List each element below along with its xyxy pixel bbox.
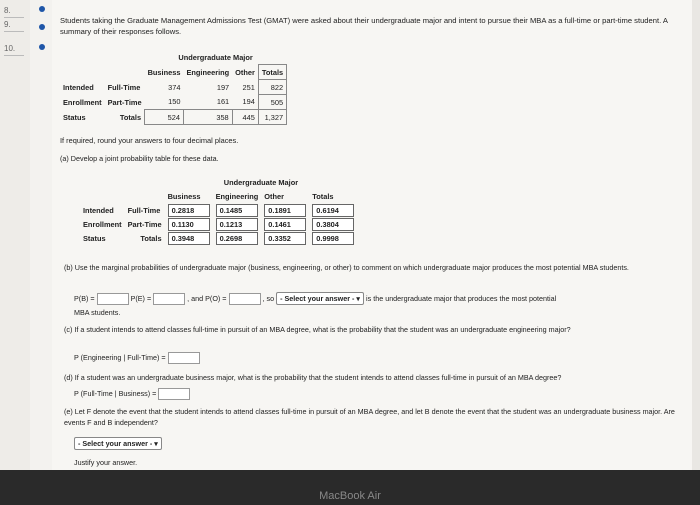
part-d-answer-row [74, 388, 190, 400]
joint-prob-input[interactable]: 0.9998 [312, 232, 354, 245]
table2-row-label: Full-Time [127, 205, 161, 215]
table1-cell: 161 [216, 97, 230, 107]
progress-dots [30, 0, 52, 470]
pd-input[interactable] [158, 388, 190, 400]
table1-cell: 445 [232, 110, 258, 125]
chevron-down-icon: ▾ [154, 439, 158, 448]
pe-input[interactable] [153, 293, 185, 305]
progress-dot-icon [39, 6, 45, 12]
progress-dot-icon [39, 44, 45, 50]
table2-col-header: Engineering [215, 191, 259, 201]
part-c-prompt: (c) If a student intends to attend classes full-time in pursuit of an MBA degree, what is the probability that the student was an undergraduate engineering major? [64, 325, 571, 334]
pc-input[interactable] [168, 352, 200, 364]
table1-cell: 524 [145, 110, 184, 125]
table2-col-header: Other [264, 191, 285, 201]
independence-select-value: - Select your answer - [78, 439, 153, 448]
pc-label: P (Engineering | Full-Time) = [74, 353, 166, 362]
part-b-answer-row [74, 292, 684, 305]
joint-prob-input[interactable]: 0.1213 [216, 218, 258, 231]
table1-group-header: Undergraduate Major [178, 52, 253, 62]
table2-row-label: Totals [140, 233, 162, 243]
part-b-prompt: (b) Use the marginal probabilities of undergraduate major (business, engineering, or other) to comment on which undergraduate major produces the most potential MBA students. [64, 263, 629, 272]
joint-prob-input[interactable]: 0.3948 [168, 232, 210, 245]
joint-prob-input[interactable]: 0.6194 [312, 204, 354, 217]
table1-cell: 251 [242, 82, 255, 92]
table2-col-header: Business [167, 191, 201, 201]
table1-row-label: Part-Time [107, 97, 142, 107]
joint-prob-input[interactable]: 0.1130 [168, 218, 210, 231]
chevron-down-icon: ▾ [356, 294, 361, 303]
question-intro: Students taking the Graduate Management Admissions Test (GMAT) were asked about their undergraduate major and intent to pursue their MBA as a full-time or part-time student. A summary of their responses follows. [60, 16, 668, 36]
part-e-prompt: (e) Let F denote the event that the student intends to attend classes full-time in pursuit of an MBA degree, and let B denote the event that the student was an undergraduate business major. Are events F and B independent? [64, 407, 675, 427]
table2-group-header: Undergraduate Major [223, 177, 299, 187]
joint-prob-input[interactable]: 0.2698 [216, 232, 258, 245]
table2-row-group-label: Intended [83, 205, 114, 215]
table2-row-group-label: Status [83, 233, 106, 243]
table1-row-label: Totals [119, 112, 142, 122]
contingency-table [60, 50, 287, 125]
part-e-select-row [74, 437, 162, 450]
part-b-tail: is the undergraduate major that produces the most potential [366, 294, 557, 303]
major-select-value: - Select your answer - [280, 294, 355, 303]
question-nav-rail [0, 0, 31, 470]
table1-row-group-label: Status [63, 112, 86, 122]
table1-cell: 197 [216, 82, 230, 92]
question-number-8[interactable]: 8. [4, 6, 24, 18]
progress-dot-icon [39, 24, 45, 30]
table1-cell: 358 [183, 110, 232, 125]
table1-cell: 150 [168, 97, 181, 107]
joint-prob-input[interactable]: 0.1461 [264, 218, 306, 231]
joint-prob-input[interactable]: 0.3804 [312, 218, 354, 231]
part-c-answer-row [74, 352, 200, 364]
table1-cell: 505 [258, 95, 286, 110]
table1-row-group-label: Enrollment [63, 97, 102, 107]
joint-probability-table [80, 175, 357, 245]
question-content [52, 0, 692, 470]
joint-prob-input[interactable]: 0.1891 [264, 204, 306, 217]
po-input[interactable] [229, 293, 261, 305]
part-a-prompt: (a) Develop a joint probability table for these data. [60, 154, 219, 163]
table1-cell: 194 [242, 97, 255, 107]
table1-cell: 822 [258, 80, 286, 95]
joint-prob-input[interactable]: 0.2818 [168, 204, 210, 217]
table1-col-header: Engineering [186, 67, 230, 77]
laptop-brand-label: MacBook Air [319, 490, 381, 502]
pd-label: P (Full-Time | Business) = [74, 389, 157, 398]
table1-col-header: Business [147, 67, 181, 77]
pb-input[interactable] [97, 293, 129, 305]
table2-col-header: Totals [312, 191, 334, 201]
joint-prob-input[interactable]: 0.1485 [216, 204, 258, 217]
rounding-note: If required, round your answers to four decimal places. [60, 136, 239, 145]
table2-row-label: Part-Time [127, 219, 162, 229]
table1-row-group-label: Intended [63, 82, 94, 92]
pb-label: P(B) = [74, 294, 95, 303]
table1-col-header: Totals [258, 65, 286, 80]
table1-cell: 1,327 [258, 110, 286, 125]
part-b-tail2: MBA students. [74, 308, 121, 317]
table1-row-label: Full-Time [107, 82, 141, 92]
so-label: , so [262, 294, 275, 303]
table2-row-group-label: Enrollment [83, 219, 122, 229]
part-d-prompt: (d) If a student was an undergraduate business major, what is the probability that the student intends to attend classes full-time in pursuit of an MBA degree? [64, 373, 562, 382]
table1-cell: 374 [168, 82, 181, 92]
po-label: , and P(O) = [187, 294, 227, 303]
joint-prob-input[interactable]: 0.3352 [264, 232, 306, 245]
question-number-9[interactable]: 9. [4, 20, 24, 32]
pe-label: P(E) = [130, 294, 152, 303]
table1-col-header: Other [235, 67, 255, 77]
question-number-10[interactable]: 10. [4, 44, 24, 56]
major-select[interactable] [276, 292, 364, 305]
justify-label: Justify your answer. [74, 458, 138, 467]
independence-select[interactable] [74, 437, 162, 450]
